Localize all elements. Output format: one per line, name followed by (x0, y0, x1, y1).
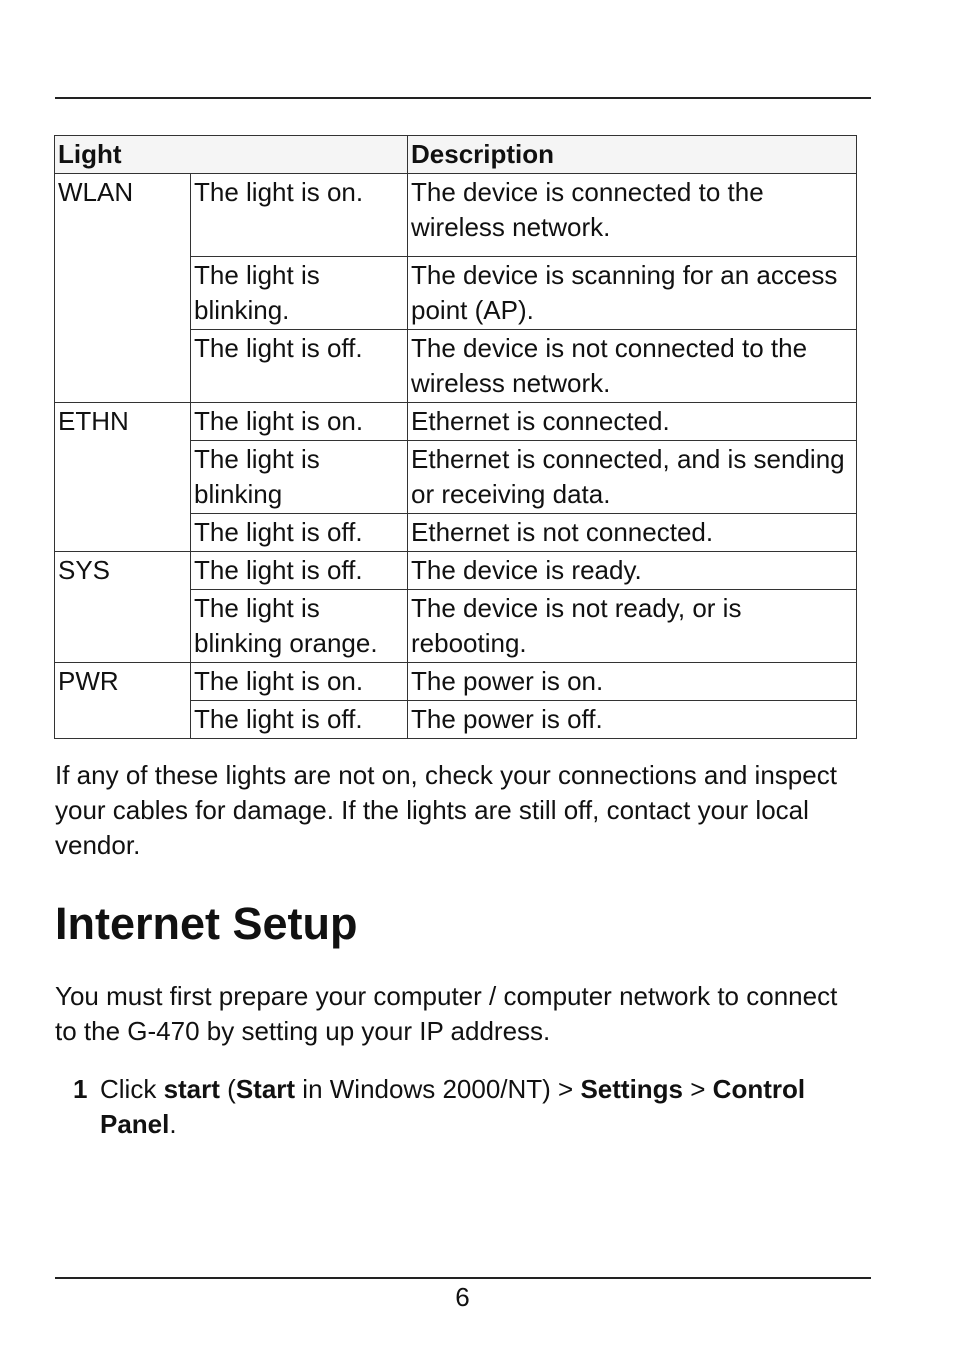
start-keyword-2000: Start (235, 1074, 296, 1104)
light-state: The light is on. (191, 403, 408, 441)
light-state: The light is off. (191, 552, 408, 590)
settings-keyword: Settings (580, 1074, 684, 1104)
light-description: Ethernet is connected. (408, 403, 857, 441)
header-rule (55, 97, 871, 99)
light-name-wlan: WLAN (55, 174, 191, 403)
table-row (55, 174, 857, 257)
table-row (55, 403, 857, 441)
table-header-row (55, 136, 857, 174)
light-state: The light is blinking. (191, 257, 408, 330)
light-state: The light is blinking orange. (191, 590, 408, 663)
light-description: Ethernet is not connected. (408, 514, 857, 552)
light-description: The device is not ready, or is rebooting. (408, 590, 857, 663)
light-description: The device is not connected to the wireless network. (408, 330, 857, 403)
light-state: The light is off. (191, 330, 408, 403)
light-state: The light is on. (191, 174, 408, 257)
light-description: The power is off. (408, 701, 857, 739)
table-row (55, 552, 857, 590)
light-state: The light is off. (191, 701, 408, 739)
light-state: The light is on. (191, 663, 408, 701)
light-description: The device is connected to the wireless network. (408, 174, 857, 257)
section-title: Internet Setup (55, 898, 358, 949)
step-text: Click start (Start in Windows 2000/NT) > Settings > Control Panel. (100, 1074, 806, 1139)
light-name-sys: SYS (55, 552, 191, 663)
light-description: The device is ready. (408, 552, 857, 590)
light-name-ethn: ETHN (55, 403, 191, 552)
troubleshooting-note: If any of these lights are not on, check your connections and inspect your cables for damage. If the lights are still off, contact your local vendor. (55, 760, 837, 860)
header-description: Description (408, 136, 857, 174)
table-row (55, 663, 857, 701)
step-number: 1 (73, 1074, 88, 1104)
light-description: The power is on. (408, 663, 857, 701)
light-description: The device is scanning for an access point (AP). (408, 257, 857, 330)
light-name-pwr: PWR (55, 663, 191, 739)
start-keyword: start (163, 1074, 220, 1104)
intro-paragraph: You must first prepare your computer / computer network to connect to the G-470 by setting up your IP address. (55, 981, 838, 1046)
page-number: 6 (455, 1282, 470, 1312)
light-state: The light is off. (191, 514, 408, 552)
footer-rule (55, 1277, 871, 1279)
header-light: Light (55, 136, 408, 174)
lights-table (54, 135, 857, 739)
light-state: The light is blinking (191, 441, 408, 514)
control-panel-keyword: Control Panel (100, 1074, 806, 1139)
light-description: Ethernet is connected, and is sending or receiving data. (408, 441, 857, 514)
